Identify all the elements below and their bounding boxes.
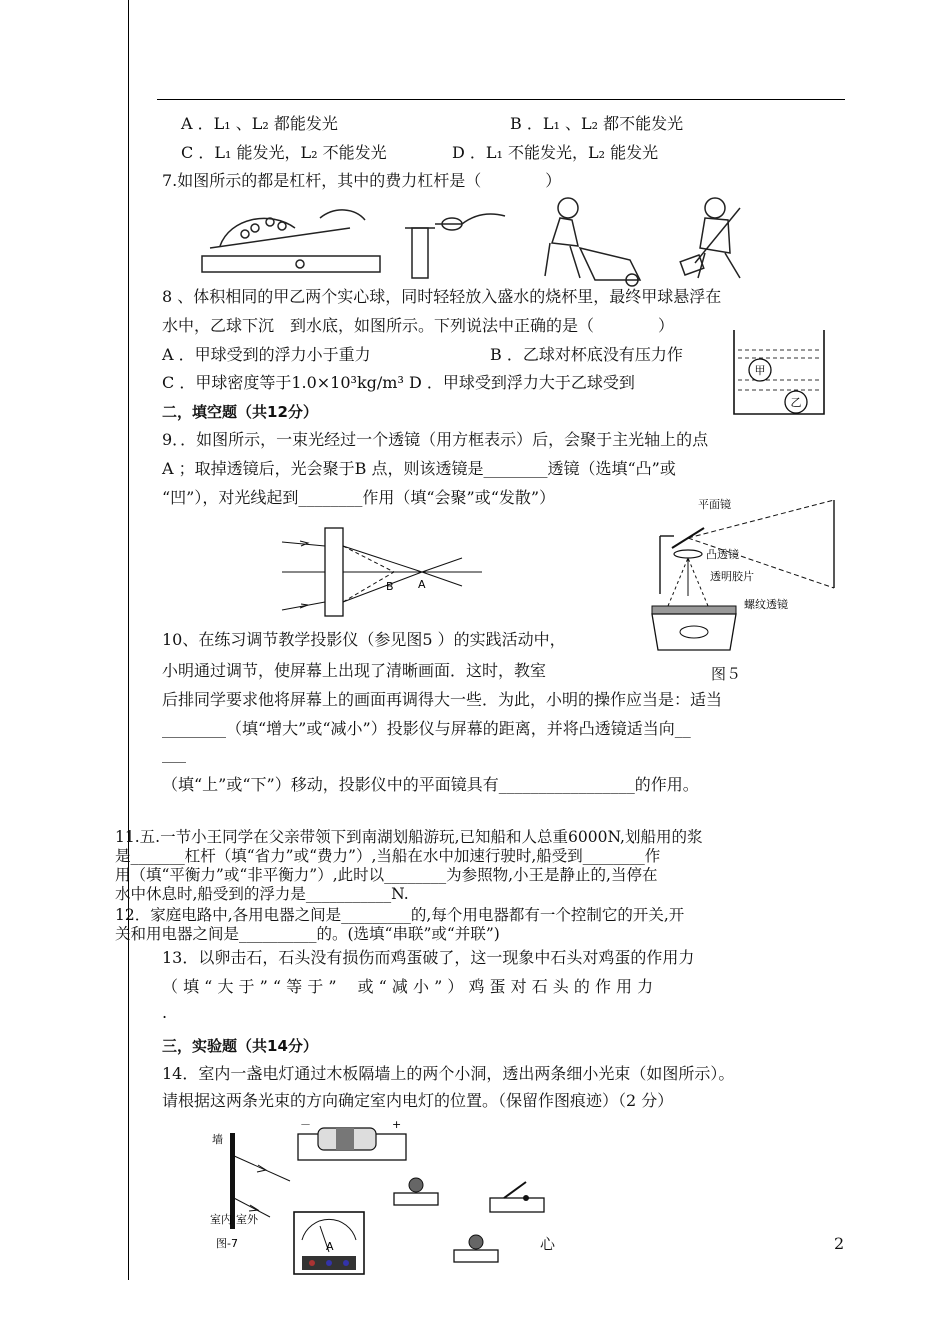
q14-line1: 14．室内一盏电灯通过木板隔墙上的两个小洞，透出两条细小光束（如图所示）。 bbox=[162, 1064, 735, 1083]
q11-line2: 是_______杠杆（填“省力”或“费力”）,当船在水中加速行驶时,船受到________作 bbox=[115, 847, 661, 865]
mirror-label: 平面镜 bbox=[698, 498, 731, 511]
bulb-holder-1 bbox=[392, 1175, 442, 1209]
q10-line6: （填“上”或“下”）移动，投影仪中的平面镜具有_________________的作用。 bbox=[162, 775, 699, 794]
footer-fragment: 心 bbox=[540, 1235, 556, 1253]
plus-terminal-label: + bbox=[392, 1118, 402, 1131]
q8-option-cd: C ．甲球密度等于1.0×10³kg/m³ D ．甲球受到浮力大于乙球受到 bbox=[162, 373, 635, 392]
lever-figure-scissors bbox=[405, 214, 505, 278]
point-b-label: B bbox=[386, 580, 394, 593]
lever-figure-shovel bbox=[680, 198, 740, 278]
lens-ray-diagram bbox=[282, 520, 482, 620]
q9-line1: 9．．如图所示，一束光经过一个透镜（用方框表示）后，会聚于主光轴上的点 bbox=[162, 430, 709, 449]
q11-line4: 水中休息时,船受到的浮力是___________N. bbox=[115, 885, 409, 903]
q10-line2: 小明通过调节，使屏幕上出现了清晰画面．这时，教室 bbox=[162, 661, 547, 680]
q9-line3: “凹”），对光线起到________作用（填“会聚”或“发散”） bbox=[162, 488, 556, 507]
ball-yi-label: 乙 bbox=[790, 396, 802, 409]
q7-text: 7.如图所示的都是杠杆，其中的费力杠杆是（ ） bbox=[162, 171, 562, 190]
q13-line2: （ 填 “ 大 于 ” “ 等 于 ” 或 “ 减 小 ” ） 鸡 蛋 对 石 头 的 作 用 力 bbox=[162, 977, 654, 996]
q8-line1: 8 、体积相同的甲乙两个实心球，同时轻轻放入盛水的烧杯里，最终甲球悬浮在 bbox=[162, 287, 722, 306]
minus-terminal-label: － bbox=[300, 1118, 311, 1131]
point-a-label: A bbox=[418, 578, 426, 591]
section-3-heading: 三，实验题（共14分） bbox=[162, 1037, 318, 1055]
left-margin-rule bbox=[128, 0, 129, 1280]
section-2-heading: 二，填空题（共12分） bbox=[162, 403, 318, 421]
q10-line4: ________（填“增大”或“减小”）投影仪与屏幕的距离，并将凸透镜适当向__ bbox=[162, 719, 691, 738]
q13-line3: . bbox=[162, 1003, 168, 1022]
header-rule bbox=[157, 99, 845, 100]
lens-box bbox=[325, 528, 343, 616]
q6-option-a: A ．L₁ 、L₂ 都能发光 bbox=[181, 114, 338, 133]
bulb-holder-2 bbox=[452, 1232, 502, 1266]
q9-line2: A ；取掉透镜后，光会聚于B 点，则该透镜是________透镜（选填“凸”或 bbox=[162, 459, 676, 478]
convex-lens-shape bbox=[674, 550, 702, 558]
film-label: 透明胶片 bbox=[710, 570, 754, 583]
projector-body bbox=[652, 614, 736, 650]
switch-figure bbox=[488, 1178, 548, 1218]
ammeter-label: A bbox=[326, 1240, 334, 1253]
q6-option-b: B ．L₁ 、L₂ 都不能发光 bbox=[510, 114, 684, 133]
lever-figure-cutter bbox=[202, 210, 380, 272]
page-number: 2 bbox=[834, 1234, 845, 1253]
outside-label: 室外 bbox=[236, 1213, 258, 1226]
q10-line1: 10、在练习调节教学投影仪（参见图5 ）的实践活动中， bbox=[162, 630, 566, 649]
ball-jia-label: 甲 bbox=[754, 364, 766, 377]
wall-label: 墙 bbox=[212, 1133, 223, 1146]
inside-label: 室内 bbox=[210, 1213, 232, 1226]
q12-line2: 关和用电器之间是__________的。(选填“串联”或“并联”) bbox=[115, 925, 500, 943]
q11-line1: 11.五.一节小王同学在父亲带领下到南湖划船游玩,已知船和人总重6000N,划船用的浆 bbox=[115, 828, 703, 846]
q14-line2: 请根据这两条光束的方向确定室内电灯的位置。（保留作图痕迹）（2 分） bbox=[162, 1091, 674, 1110]
battery-device-figure bbox=[296, 1118, 416, 1164]
ammeter-figure bbox=[290, 1210, 370, 1280]
q11-line3: 用（填“平衡力”或“非平衡力”）,此时以________为参照物,小王是静止的,当停在 bbox=[115, 866, 658, 884]
q8-option-b: B ．乙球对杯底没有压力作 bbox=[490, 345, 683, 364]
q6-option-c: C ．L₁ 能发光，L₂ 不能发光 bbox=[181, 143, 387, 162]
beaker-figure bbox=[730, 328, 830, 418]
q10-line3: 后排同学要求他将屏幕上的画面再调得大一些．为此，小明的操作应当是：适当 bbox=[162, 690, 723, 709]
q6-option-d: D ．L₁ 不能发光，L₂ 能发光 bbox=[452, 143, 659, 162]
lever-figures bbox=[200, 198, 780, 290]
q12-line1: 12．家庭电路中,各用电器之间是_________的,每个用电器都有一个控制它的开关,开 bbox=[115, 906, 685, 924]
projector-figure bbox=[648, 496, 840, 656]
q8-line2: 水中，乙球下沉 到水底，如图所示。下列说法中正确的是（ ） bbox=[162, 316, 675, 335]
convex-lens-label: 凸透镜 bbox=[706, 548, 739, 561]
q8-option-a: A ．甲球受到的浮力小于重力 bbox=[162, 345, 371, 364]
q10-line5: ___ bbox=[162, 744, 186, 763]
fresnel-lens-label: 螺纹透镜 bbox=[744, 598, 788, 611]
figure-5-caption: 图５ bbox=[711, 665, 742, 683]
lever-figure-wheelbarrow bbox=[545, 198, 640, 286]
q13-line1: 13．以卵击石，石头没有损伤而鸡蛋破了，这一现象中石头对鸡蛋的作用力 bbox=[162, 948, 695, 967]
figure-7-caption: 图-7 bbox=[216, 1237, 238, 1250]
